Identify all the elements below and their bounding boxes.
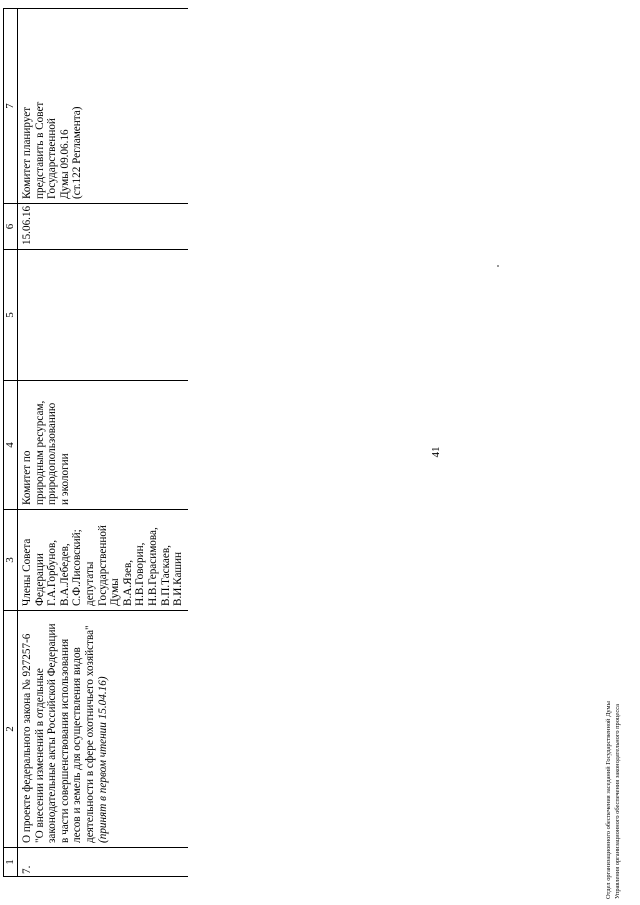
author-line: Государственной [96,525,109,606]
author-line: Н.В.Говорин, [134,542,147,606]
bills-table [3,8,188,877]
author-line: Н.В.Герасимова, [146,527,159,606]
row-number: 7. [18,848,188,877]
bill-title-line: в части совершенствования использования [58,638,71,843]
author-line: Думы [109,578,122,606]
column-header: 4 [4,381,18,510]
column-header: 7 [4,9,18,204]
author-line: Члены Совета [21,538,33,606]
bill-title-line: О проекте федерального закона № 927257-6 [21,633,33,843]
status-cell [18,9,188,204]
bill-title-line: деятельности в сфере охотничьего хозяйства" [83,625,96,843]
author-line: В.П.Таскаев, [159,545,172,606]
committee-line: природным ресурсам, [33,400,46,505]
author-line: депутаты [83,561,96,606]
column-header: 6 [4,204,18,250]
status-line: Комитет планирует [21,106,33,199]
footer [604,701,622,899]
column-header: 1 [4,848,18,877]
column-header: 2 [4,611,18,848]
committee-line: и экологии [58,453,71,505]
committee-line: природопользованию [46,402,59,505]
authors-cell [18,510,188,611]
empty-cell [18,250,188,381]
page-number: 41 [430,446,442,458]
bill-title-cell [18,611,188,848]
footer-line: Управления организационного обеспечения законодательного процесса [614,704,621,899]
footer-line: Отдел организационного обеспечения заседаний Государственной Думы [605,701,612,899]
first-reading-note: (принят в первом чтении 15.04.16) [96,676,109,843]
column-header: 3 [4,510,18,611]
author-line: В.А.Язев, [121,559,134,606]
author-line: Г.А.Горбунов, [46,539,59,606]
author-line: Федерации [33,553,46,606]
table-row [18,9,188,877]
bill-title-line: лесов и земель для осуществления видов [71,647,84,843]
bill-title-line: законодательные акты Российской Федерации [46,623,59,843]
author-line: В.И.Кашин [172,551,185,606]
committee-line: Комитет по [21,450,33,505]
column-header: 5 [4,250,18,381]
author-line: В.А.Лебедев, [58,543,71,606]
bill-title-line: "О внесении изменений в отдельные [33,668,46,843]
column-number-row [4,9,18,877]
status-line: Думы 09.06.16 [58,129,71,199]
status-line: (ст.122 Регламента) [71,106,84,199]
date-cell: 15.06.16 [18,204,188,250]
committee-cell [18,381,188,510]
status-line: Государственной [46,118,59,199]
status-line: представить в Совет [33,101,46,199]
author-line: С.Ф.Лисовский; [71,529,84,606]
